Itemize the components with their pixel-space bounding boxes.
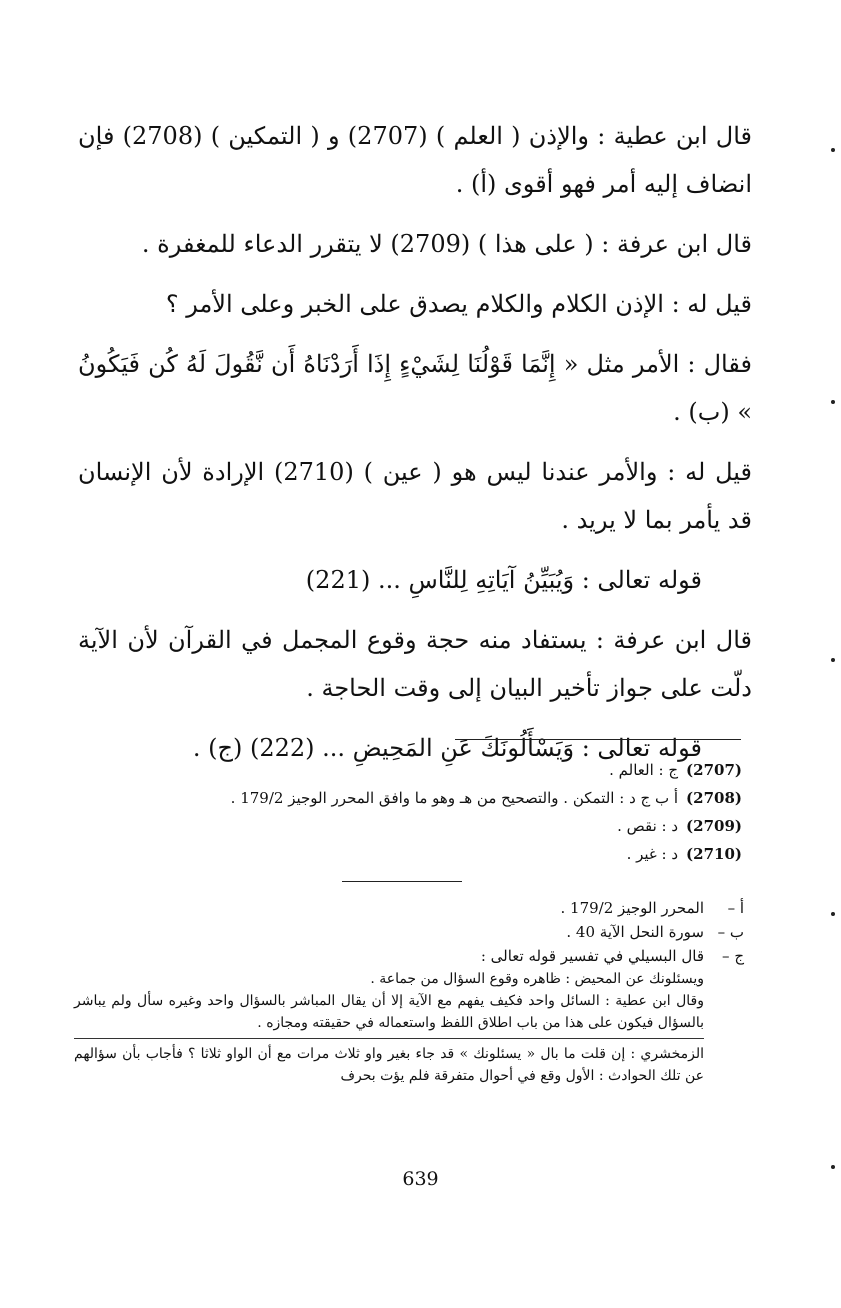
variant-note bbox=[100, 840, 742, 868]
page-number: 639 bbox=[402, 1168, 439, 1190]
source-note-c-line: ويسئلونك عن المحيض : ظاهره وقوع السؤال من جماعة . bbox=[370, 971, 704, 987]
variant-text: د : غير . bbox=[626, 845, 679, 863]
source-divider bbox=[342, 881, 462, 882]
variant-note bbox=[100, 784, 742, 812]
margin-mark bbox=[831, 400, 835, 404]
margin-mark bbox=[831, 912, 835, 916]
source-mark: أ – bbox=[727, 899, 744, 917]
source-note-c bbox=[74, 944, 744, 968]
source-mark: ب – bbox=[717, 923, 744, 941]
variant-text: أ ب ج د : التمكن . والتصحيح من هـ وهو ما وافق المحرر الوجيز 179/2 . bbox=[230, 789, 679, 807]
variant-text: ج : العالم . bbox=[609, 761, 679, 779]
variant-number: (2708) bbox=[686, 789, 742, 807]
source-mark: ج – bbox=[722, 947, 744, 965]
variant-notes bbox=[100, 756, 742, 868]
paragraph-qila-lahu-amr: قيل له : والأمر عندنا ليس هو ( عين ) (2710) الإرادة لأن الإنسان قد يأمر بما لا يريد . bbox=[78, 458, 752, 534]
paragraph-faqala-amr: فقال : الأمر مثل « إِنَّمَا قَوْلُنَا لِشَيْءٍ إِذَا أَرَدْنَاهُ أَن نَّقُولَ لَهُ كُن فَيَكُونُ » (ب) . bbox=[78, 350, 752, 426]
footnote-divider bbox=[455, 739, 741, 740]
source-text: المحرر الوجيز 179/2 . bbox=[560, 899, 704, 917]
source-text: قال البسيلي في تفسير قوله تعالى : bbox=[480, 947, 704, 965]
paragraph-ibn-arafa-mujmal: قال ابن عرفة : يستفاد منه حجة وقوع المجمل في القرآن لأن الآية دلّت على جواز تأخير البيان إلى وقت الحاجة . bbox=[78, 626, 752, 702]
variant-note bbox=[100, 756, 742, 784]
paragraph-ibn-arafa-maghfira: قال ابن عرفة : ( على هذا ) (2709) لا يتقرر الدعاء للمغفرة . bbox=[141, 230, 752, 258]
variant-note bbox=[100, 812, 742, 840]
source-note-separator bbox=[74, 1038, 704, 1039]
variant-text: د : نقص . bbox=[617, 817, 679, 835]
margin-mark bbox=[831, 658, 835, 662]
paragraph-qila-lahu-idhn: قيل له : الإذن الكلام والكلام يصدق على الخبر وعلى الأمر ؟ bbox=[165, 290, 752, 318]
main-text bbox=[78, 112, 752, 784]
verse-221-heading: قوله تعالى : وَيُبَيِّنُ آيَاتِهِ لِلنَّاسِ ... (221) bbox=[305, 566, 702, 594]
source-note-a bbox=[74, 896, 744, 920]
source-note-b bbox=[74, 920, 744, 944]
source-note-c-line: وقال ابن عطية : السائل واحد فكيف يفهم مع الآية إلا أن يقال المباشر بالسؤال واحد وغيره سأل ولم يباشر بالسؤال فيكون على هذا من باب اطلاق اللفظ واستعماله في حقيقته ومجازه . bbox=[74, 993, 704, 1031]
source-notes bbox=[74, 896, 744, 1087]
variant-number: (2709) bbox=[686, 817, 742, 835]
paragraph-ibn-atiyya: قال ابن عطية : والإذن ( العلم ) (2707) و ( التمكين ) (2708) فإن انضاف إليه أمر فهو أقوى (أ) . bbox=[78, 122, 752, 198]
margin-mark bbox=[831, 148, 835, 152]
source-note-c-line: الزمخشري : إن قلت ما بال « يسئلونك » قد جاء بغير واو ثلاث مرات مع أن الواو ثلاثا ؟ فأجاب بأن سؤالهم عن تلك الحوادث : الأول وقع في أحوال متفرقة فلم يؤت بحرف bbox=[74, 1046, 704, 1084]
margin-mark bbox=[831, 1165, 835, 1169]
source-text: سورة النحل الآية 40 . bbox=[566, 923, 704, 941]
variant-number: (2710) bbox=[686, 845, 742, 863]
verse-222-heading: قوله تعالى : وَيَسْأَلُونَكَ عَنِ المَحِيضِ ... (222) (ج) . bbox=[192, 734, 702, 762]
variant-number: (2707) bbox=[686, 761, 742, 779]
